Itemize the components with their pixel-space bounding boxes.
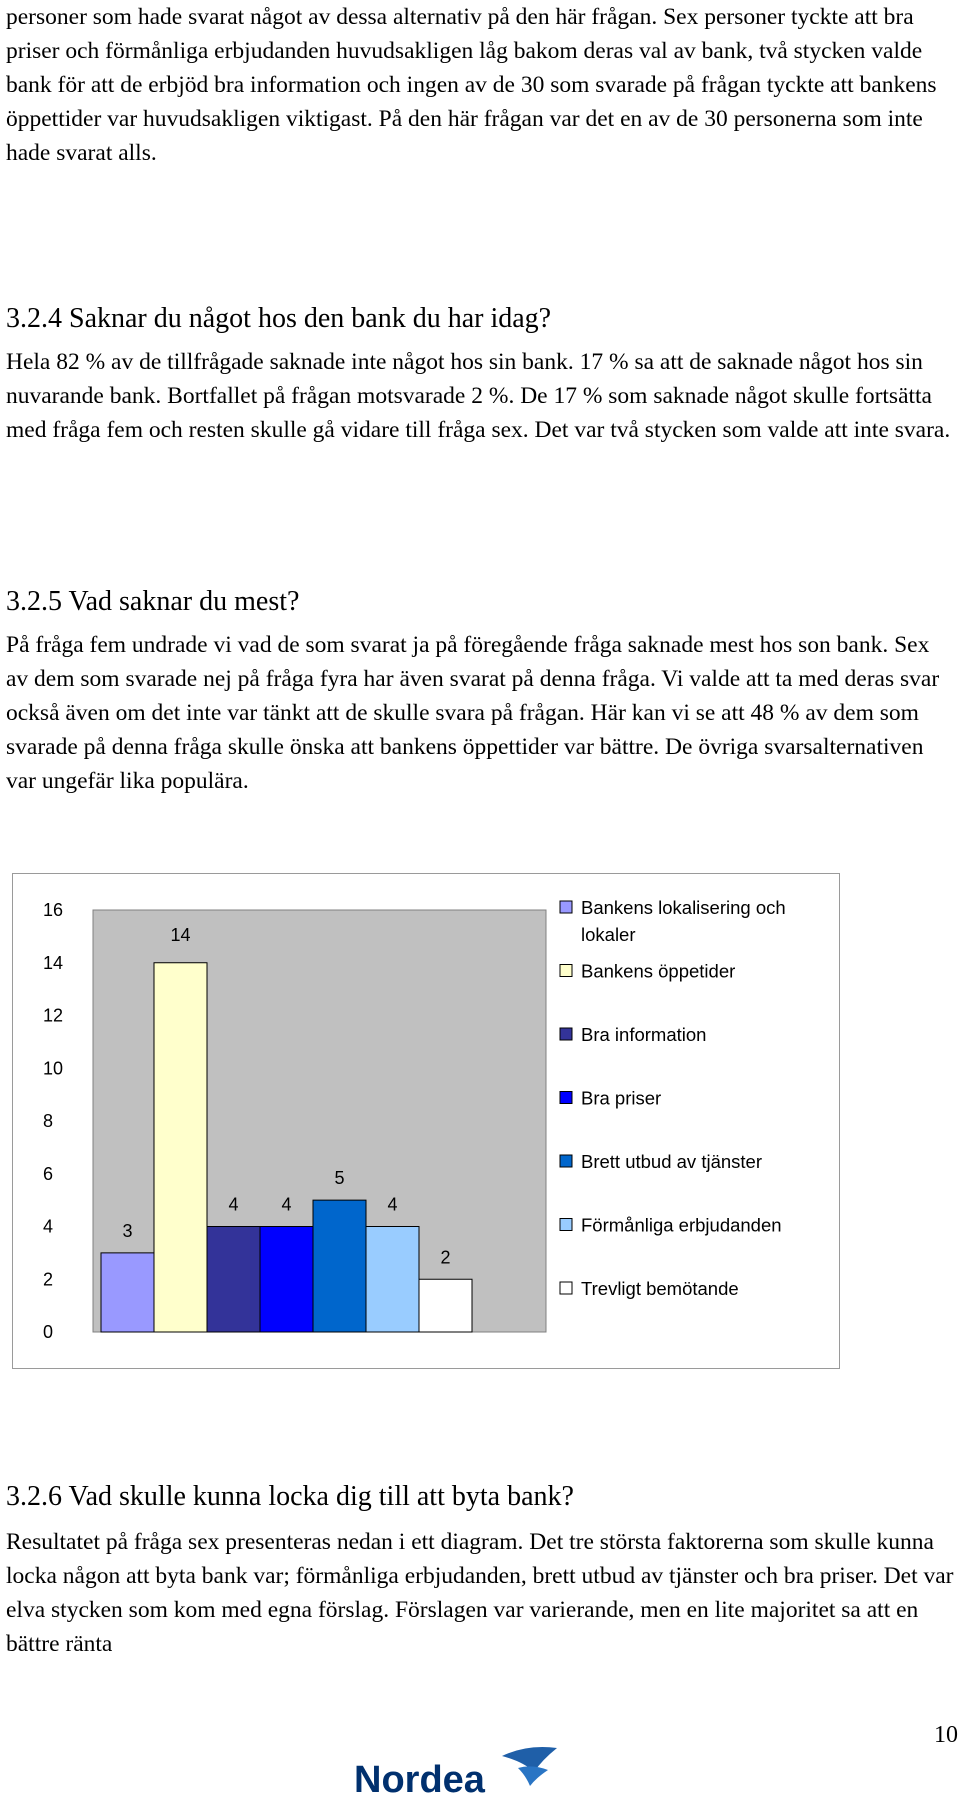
legend-label: Bankens lokalisering och xyxy=(581,897,786,918)
legend-label: Trevligt bemötande xyxy=(581,1278,739,1299)
legend-label: Brett utbud av tjänster xyxy=(581,1151,762,1172)
y-tick-label: 6 xyxy=(43,1163,54,1184)
legend-label: Bankens öppetider xyxy=(581,960,736,982)
bar xyxy=(313,1200,366,1332)
legend-swatch xyxy=(560,1155,572,1167)
y-tick-label: 2 xyxy=(43,1269,54,1290)
y-tick-label: 8 xyxy=(43,1111,54,1131)
y-tick-label: 12 xyxy=(43,1005,64,1026)
data-label: 3 xyxy=(122,1220,133,1241)
y-tick-label: 14 xyxy=(43,952,64,973)
legend-label: Bra information xyxy=(581,1024,707,1045)
legend-label: Förmånliga erbjudanden xyxy=(581,1214,782,1236)
bar xyxy=(366,1227,419,1333)
page-number: 10 xyxy=(934,1722,958,1748)
data-label: 4 xyxy=(387,1194,398,1215)
data-label: 4 xyxy=(281,1194,292,1215)
paragraph-intro: personer som hade svarat något av dessa alternativ på den här frågan. Sex personer tyckte att bra priser och förmånliga erbjudanden huvudsakligen låg bakom deras val av bank, två stycken valde bank för att de erbjöd bra information och ingen av de 30 som svarade på frågan tyckte att bankens öppettider var huvudsakligen viktigast. På den här frågan var det en av de 30 personerna som inte hade svarat alls. xyxy=(6,4,937,166)
bar xyxy=(260,1227,313,1333)
y-tick-label: 16 xyxy=(43,900,64,920)
nordea-logo xyxy=(352,1742,572,1802)
y-tick-label: 4 xyxy=(43,1216,54,1237)
bar xyxy=(419,1279,472,1332)
legend-label: lokaler xyxy=(581,924,636,945)
y-tick-label: 10 xyxy=(43,1058,64,1079)
legend-swatch xyxy=(560,1282,572,1294)
paragraph-section-3-2-5: På fråga fem undrade vi vad de som svarat ja på föregående fråga saknade mest hos son bank. Sex av dem som svarade nej på fråga fyra har även svarat på denna fråga. Vi valde att ta med deras svar också även om det inte var tänkt att de skulle svara på frågan. Här kan vi se att 48 % av dem som svarade på denna fråga skulle önska att bankens öppettider var bättre. De övriga svarsalternativen var ungefär lika populära. xyxy=(6,632,940,794)
data-label: 14 xyxy=(170,924,191,945)
data-label: 5 xyxy=(334,1168,345,1189)
bar-chart xyxy=(12,873,840,1369)
paragraph-section-3-2-4: Hela 82 % av de tillfrågade saknade inte något hos sin bank. 17 % sa att de saknade något hos sin nuvarande bank. Bortfallet på frågan motsvarade 2 %. De 17 % som saknade något skulle fortsätta med fråga fem och resten skulle gå vidare till fråga sex. Det var två stycken som valde att inte svara. xyxy=(6,349,951,443)
legend-swatch xyxy=(560,1092,572,1104)
legend-swatch xyxy=(560,1219,572,1231)
bar-chart-svg xyxy=(13,874,839,1368)
heading-section-3-2-4: 3.2.4 Saknar du något hos den bank du har idag? xyxy=(6,303,552,334)
legend-label: Bra priser xyxy=(581,1087,662,1109)
y-tick-label: 0 xyxy=(43,1322,54,1342)
legend-swatch xyxy=(560,1028,572,1040)
paragraph-section-3-2-6: Resultatet på fråga sex presenteras nedan i ett diagram. Det tre största faktorerna som skulle kunna locka någon att byta bank var; förmånliga erbjudanden, brett utbud av tjänster och bra priser. Det var elva stycken som kom med egna förslag. Förslagen var varierande, men en lite majoritet sa att en bättre ränta xyxy=(6,1529,954,1657)
legend-swatch xyxy=(560,901,572,913)
data-label: 4 xyxy=(228,1194,239,1215)
legend-swatch xyxy=(560,965,572,977)
bar xyxy=(154,963,207,1332)
heading-section-3-2-5: 3.2.5 Vad saknar du mest? xyxy=(6,586,300,617)
bar xyxy=(101,1253,154,1332)
data-label: 2 xyxy=(440,1247,451,1268)
heading-section-3-2-6: 3.2.6 Vad skulle kunna locka dig till att byta bank? xyxy=(6,1481,574,1512)
bar xyxy=(207,1227,260,1333)
nordea-logo-text: Nordea xyxy=(354,1759,485,1801)
